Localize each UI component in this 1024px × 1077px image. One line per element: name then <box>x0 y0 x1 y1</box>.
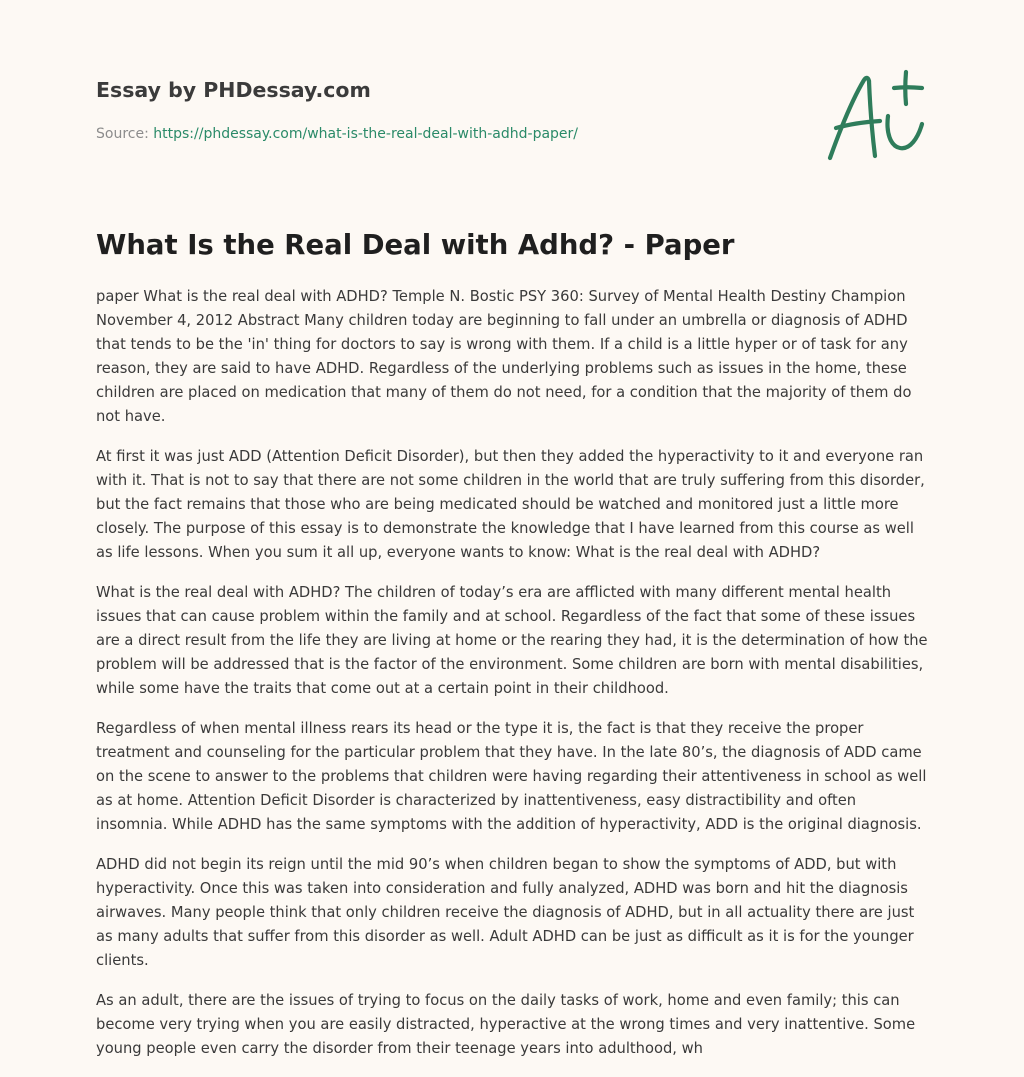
paragraph: Regardless of when mental illness rears its head or the type it is, the fact is that they receive the proper treatment and counseling for the particular problem that they have. In the late 80’s, the diagnosis of ADD came on the scene to answer to the problems that children were having regarding their attentiveness in school as well as at home. Attention Deficit Disorder is characterized by inattentiveness, easy distractibility and often insomnia. While ADHD has the same symptoms with the addition of hyperactivity, ADD is the original diagnosis. <box>96 720 927 833</box>
paragraph: ADHD did not begin its reign until the mid 90’s when children began to show the symptoms of ADD, but with hyperactivity. Once this was taken into consideration and fully analyzed, ADHD was born and hit the diagnosis airwaves. Many people think that only children receive the diagnosis of ADHD, but in all actuality there are just as many adults that suffer from this disorder as well. Adult ADHD can be just as difficult as it is for the younger clients. <box>96 856 915 969</box>
article-title: What Is the Real Deal with Adhd? - Paper <box>96 229 735 261</box>
paragraph: At first it was just ADD (Attention Deficit Disorder), but then they added the hyperactivity to it and everyone ran with it. That is not to say that there are not some children in the world that are truly suffering from this disorder, but the fact remains that those who are being medicated should be watched and monitored just a little more closely. The purpose of this essay is to demonstrate the knowledge that I have learned from this course as well as life lessons. When you sum it all up, everyone wants to know: What is the real deal with ADHD? <box>96 448 925 561</box>
article-body <box>96 285 928 1077</box>
paragraph: paper What is the real deal with ADHD? Temple N. Bostic PSY 360: Survey of Mental Health Destiny Champion November 4, 2012 Abstract Many children today are beginning to fall under an umbrella or diagnosis of ADHD that tends to be the 'in' thing for doctors to say is wrong with them. If a child is a little hyper or of task for any reason, they are said to have ADHD. Regardless of the underlying problems such as issues in the home, these children are placed on medication that many of them do not need, for a condition that the majority of them do not have. <box>96 288 912 425</box>
paragraph: What is the real deal with ADHD? The children of today’s era are afflicted with many different mental health issues that can cause problem within the family and at school. Regardless of the fact that some of these issues are a direct result from the life they are living at home or the rearing they had, it is the determination of how the problem will be addressed that is the factor of the environment. Some children are born with mental disabilities, while some have the traits that come out at a certain point in their childhood. <box>96 584 928 697</box>
source-line <box>96 124 796 144</box>
a-plus-logo-icon <box>818 66 930 166</box>
source-link[interactable]: https://phdessay.com/what-is-the-real-deal-with-adhd-paper/ <box>153 126 579 142</box>
site-title: Essay by PHDessay.com <box>96 78 371 102</box>
paragraph: As an adult, there are the issues of trying to focus on the daily tasks of work, home and even family; this can become very trying when you are easily distracted, hyperactive at the wrong times and very inattentive. Some young people even carry the disorder from their teenage years into adulthood, wh <box>96 992 916 1057</box>
page-header <box>96 76 796 144</box>
source-label: Source: <box>96 126 154 142</box>
